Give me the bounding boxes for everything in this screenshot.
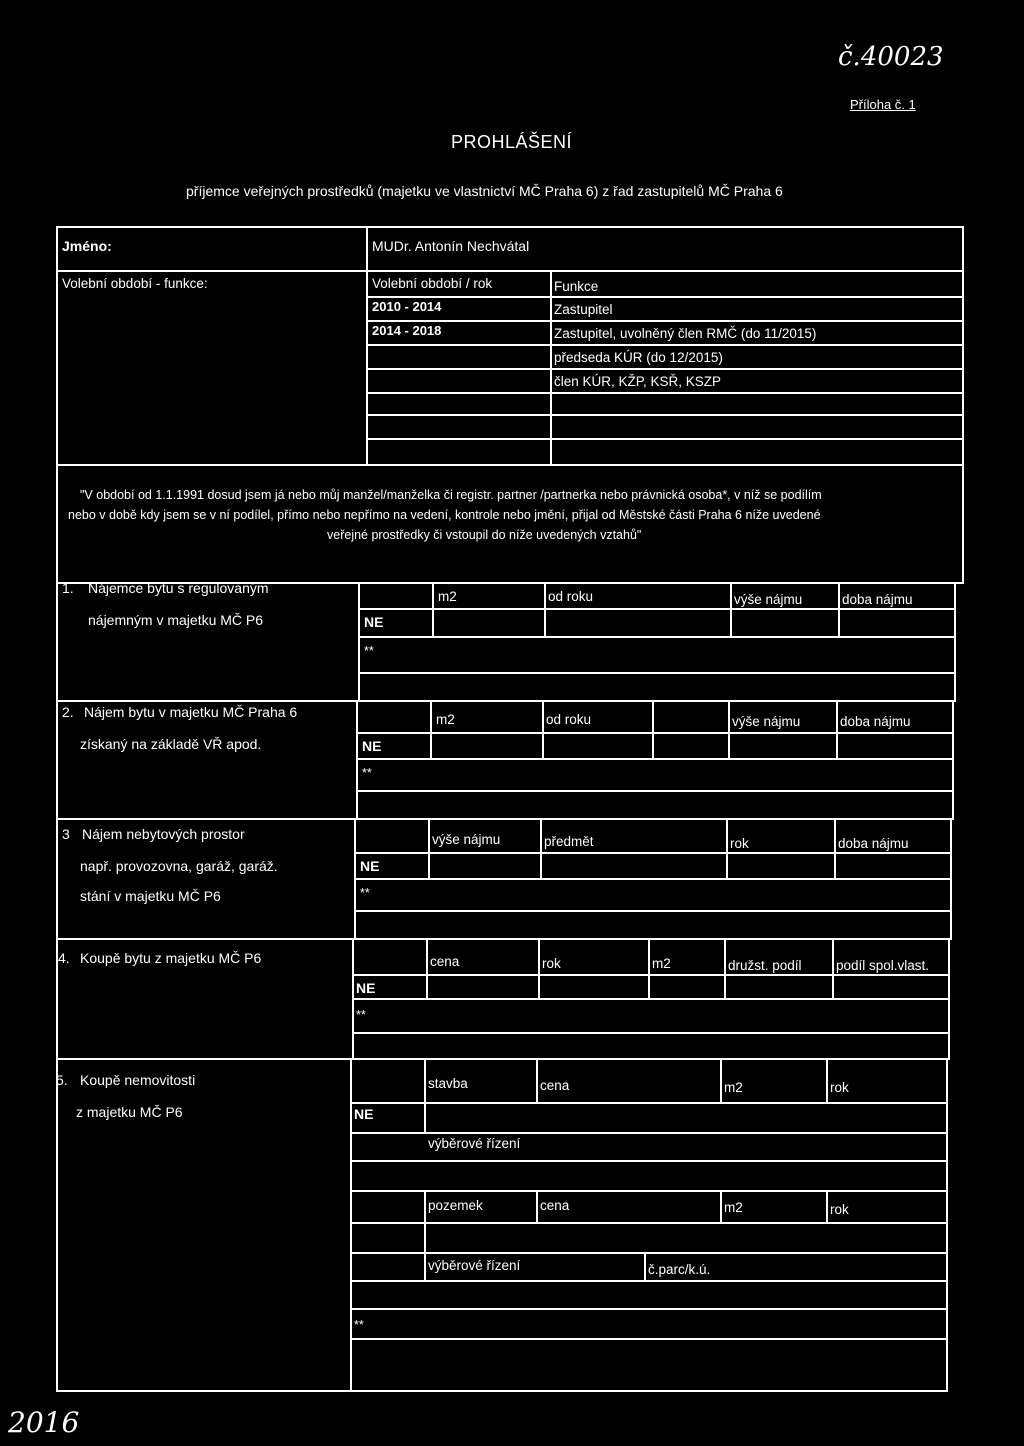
function-column-header: Funkce (554, 279, 599, 294)
term-period: 2010 - 2014 (372, 299, 442, 314)
term-function: člen KÚR, KŽP, KSŘ, KSZP (554, 374, 722, 389)
column-header: doba nájmu (842, 592, 913, 607)
column-header: předmět (544, 834, 594, 849)
column-header: stavba (428, 1076, 468, 1091)
section-3-title: např. provozovna, garáž, garáž. (80, 858, 278, 874)
column-header: m2 (652, 956, 671, 971)
column-header: od roku (546, 712, 592, 727)
page-subtitle: příjemce veřejných prostředků (majetku ve vlastnictví MČ Praha 6) z řad zastupitelů MČ Praha 6 (186, 183, 783, 199)
parcel-label: č.parc/k.ú. (648, 1262, 711, 1277)
term-function: Zastupitel (554, 302, 613, 317)
column-header: rok (730, 836, 749, 851)
term-column-header: Volební období / rok (372, 276, 493, 291)
section-1-title: Nájemce bytu s regulovaným (88, 580, 269, 596)
column-header: rok (542, 956, 561, 971)
section-1-number: 1. (62, 580, 74, 596)
section-4-answer: NE (356, 980, 376, 996)
section-5-title: z majetku MČ P6 (76, 1104, 183, 1120)
column-header: podíl spol.vlast. (836, 958, 930, 973)
column-header: m2 (438, 589, 457, 604)
term-label: Volební období - funkce: (62, 276, 208, 291)
section-2-title: získaný na základě VŘ apod. (80, 736, 262, 752)
tender-label: výběrové řízení (428, 1258, 521, 1273)
section-1-answer: NE (364, 614, 384, 630)
column-header: výše nájmu (732, 714, 801, 729)
section-2-title: Nájem bytu v majetku MČ Praha 6 (84, 704, 298, 720)
column-header: cena (540, 1078, 570, 1093)
declaration-line: nebo v době kdy jsem se v ní podílel, přímo nebo nepřímo na vedení, kontrole nebo jmění, přijal od Městské části Praha 6 níže uvedené (68, 508, 821, 522)
column-header: m2 (724, 1080, 743, 1095)
term-function: předseda KÚR (do 12/2015) (554, 350, 723, 365)
column-header: pozemek (428, 1198, 483, 1213)
name-label: Jméno: (62, 238, 112, 254)
column-header: výše nájmu (734, 592, 803, 607)
term-period: 2014 - 2018 (372, 323, 442, 338)
column-header: výše nájmu (432, 832, 501, 847)
section-2-number: 2. (62, 704, 74, 720)
section-5-title: Koupě nemovitosti (80, 1072, 196, 1088)
section-3-title: Nájem nebytových prostor (82, 826, 245, 842)
name-value: MUDr. Antonín Nechvátal (372, 238, 530, 254)
column-header: cena (540, 1198, 570, 1213)
tender-label: výběrové řízení (428, 1136, 521, 1151)
column-header: doba nájmu (838, 836, 909, 851)
section-5-note: ** (354, 1318, 364, 1332)
section-4-note: ** (356, 1008, 366, 1022)
column-header: m2 (436, 712, 455, 727)
term-function: Zastupitel, uvolněný člen RMČ (do 11/2015) (554, 326, 817, 341)
section-3-answer: NE (360, 858, 380, 874)
section-5-answer: NE (354, 1106, 374, 1122)
section-3-title: stání v majetku MČ P6 (80, 888, 221, 904)
column-header: cena (430, 954, 460, 969)
section-2-answer: NE (362, 738, 382, 754)
column-header: rok (830, 1202, 849, 1217)
section-2-note: ** (362, 766, 372, 780)
page-title: PROHLÁŠENÍ (451, 132, 573, 152)
column-header: doba nájmu (840, 714, 911, 729)
declaration-line: "V období od 1.1.1991 dosud jsem já nebo můj manžel/manželka či registr. partner /partnerka nebo právnická osoba*, v níž se podílím (80, 488, 822, 502)
column-header: družst. podíl (728, 958, 802, 973)
section-5-number: 5. (56, 1072, 68, 1088)
section-3-number: 3 (62, 826, 70, 842)
section-3-note: ** (360, 886, 370, 900)
column-header: rok (830, 1080, 849, 1095)
column-header: m2 (724, 1200, 743, 1215)
section-4-title: Koupě bytu z majetku MČ P6 (80, 950, 262, 966)
declaration-line: veřejné prostředky či vstoupil do níže uvedených vztahů" (327, 528, 642, 542)
section-1-title: nájemným v majetku MČ P6 (88, 612, 264, 628)
section-4-number: 4. (58, 950, 70, 966)
annex-label: Příloha č. 1 (850, 97, 916, 112)
column-header: od roku (548, 589, 594, 604)
handwritten-year: 2016 (8, 1406, 80, 1439)
section-1-note: ** (364, 644, 374, 658)
handwritten-reference-number: č.40023 (838, 42, 944, 72)
